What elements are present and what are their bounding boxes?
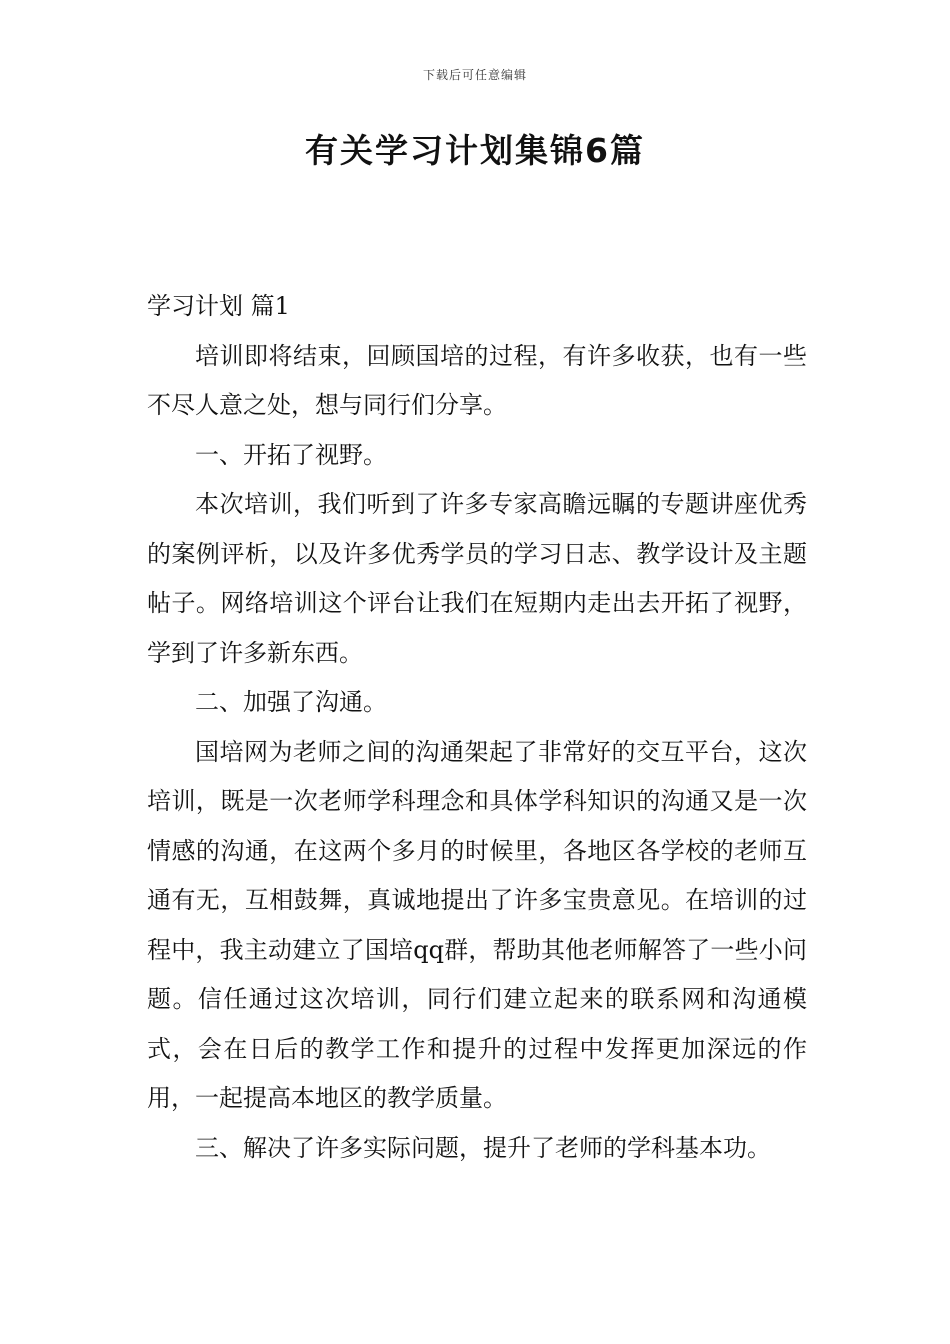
subheading-solve-problems: 三、解决了许多实际问题，提升了老师的学科基本功。 bbox=[195, 1133, 771, 1162]
subheading-broaden-horizons: 一、开拓了视野。 bbox=[195, 440, 387, 469]
document-title: 有关学习计划集锦6篇 bbox=[305, 131, 645, 170]
section-heading: 学习计划 篇1 bbox=[147, 292, 290, 320]
document-body bbox=[147, 282, 807, 1173]
paragraph-intro: 培训即将结束，回顾国培的过程，有许多收获，也有一些不尽人意之处，想与同行们分享。 bbox=[147, 341, 807, 419]
header-note: 下载后可任意编辑 bbox=[422, 68, 527, 82]
paragraph-strengthen-communication: 国培网为老师之间的沟通架起了非常好的交互平台，这次培训，既是一次老师学科理念和具体学科知识的沟通又是一次情感的沟通，在这两个多月的时候里，各地区各学校的老师互通有无，互相鼓舞，真诚地提出了许多宝贵意见。在培训的过程中，我主动建立了国培qq群，帮助其他老师解答了一些小问题。信任通过这次培训，同行们建立起来的联系网和沟通模式，会在日后的教学工作和提升的过程中发挥更加深远的作用，一起提高本地区的教学质量。 bbox=[147, 737, 807, 1112]
subheading-strengthen-communication: 二、加强了沟通。 bbox=[195, 688, 387, 716]
paragraph-broaden-horizons: 本次培训，我们听到了许多专家高瞻远瞩的专题讲座优秀的案例评析，以及许多优秀学员的学习日志、教学设计及主题帖子。网络培训这个评台让我们在短期内走出去开拓了视野，学到了许多新东西。 bbox=[147, 490, 807, 667]
